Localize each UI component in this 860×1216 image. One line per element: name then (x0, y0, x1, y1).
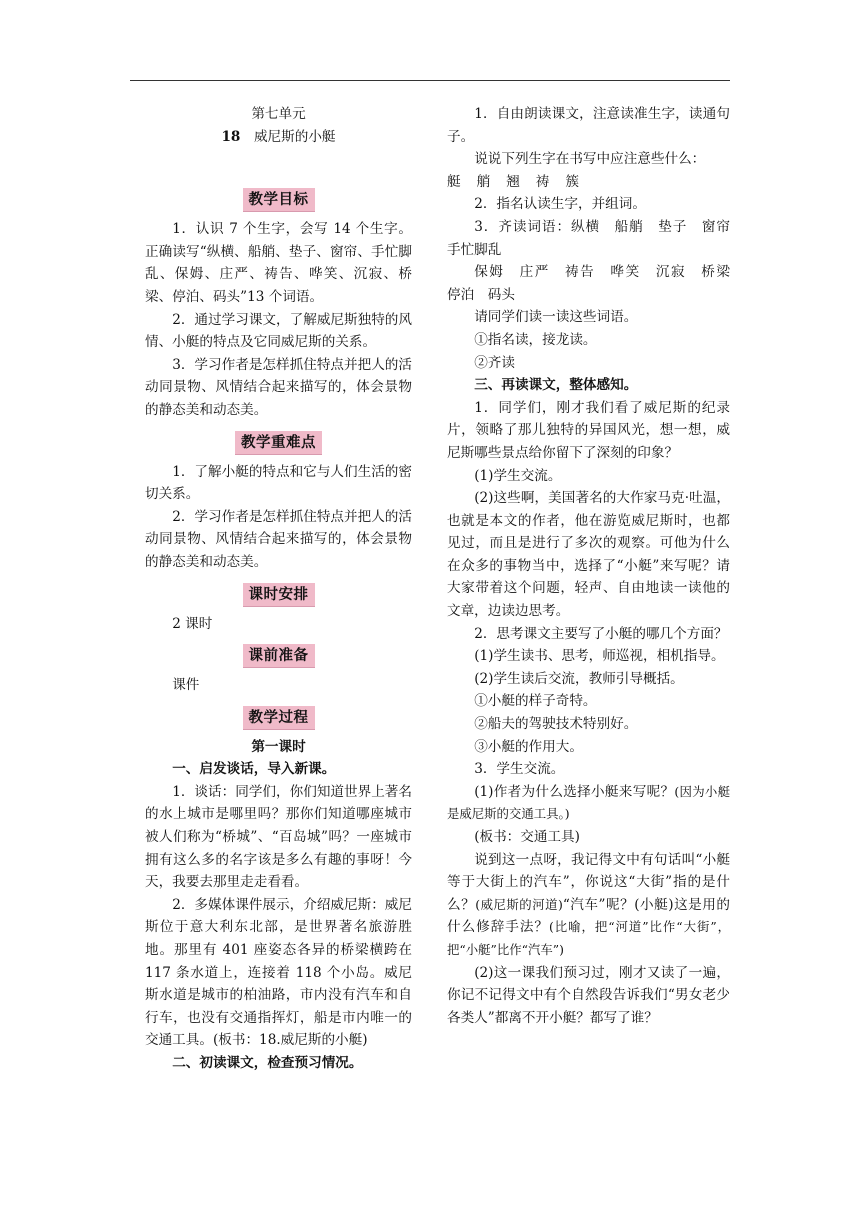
lesson1-title: 第一课时 (251, 738, 306, 755)
key-point-item: 2．学习作者是怎样抓住特点并把人的活动同景物、风情结合起来描写的，体会景物的静态美和动态美。 (145, 508, 412, 570)
goal-item: 3．学习作者是怎样抓住特点并把人的活动同景物、风情结合起来描写的，体会景物的静态美和动态美。 (145, 356, 412, 418)
paragraph: ②齐读 (474, 354, 515, 371)
goal-item: 2．通过学习课文，了解威尼斯独特的风情、小艇的特点及它同威尼斯的关系。 (145, 311, 412, 351)
section-goals-heading: 教学目标 (243, 188, 315, 212)
paragraph: 2．多媒体课件展示，介绍威尼斯：威尼斯位于意大利东北部，是世界著名旅游胜地。那里有 401 座姿态各异的桥梁横跨在 117 条水道上，连接着 118 个小岛。威尼斯水道是城市的柏油路，市内没有汽车和自行车，也没有交通指挥灯，船是市内唯一的交通工具。(板书：18.威尼斯的小艇) (145, 896, 412, 1049)
schedule-text: 2 课时 (172, 615, 213, 632)
paragraph: 2．思考课文主要写了小艇的哪几个方面？ (474, 625, 728, 642)
part3-heading: 三、再读课文，整体感知。 (474, 377, 638, 394)
paragraph: 1．同学们，刚才我们看了威尼斯的纪录片，领略了那儿独特的异国风光，想一想，威尼斯哪些景点给你留下了深刻的印象？ (447, 399, 730, 461)
paragraph (447, 781, 730, 826)
section-schedule-heading: 课时安排 (243, 583, 315, 607)
key-point-item: 1．了解小艇的特点和它与人们生活的密切关系。 (145, 463, 412, 503)
question-text: “汽车”呢？(小艇)这是用的什么修辞手法？ (447, 896, 730, 936)
paragraph: 说说下列生字在书写中应注意些什么： (474, 151, 706, 168)
paragraph: 2．指名认读生字，并组词。 (474, 196, 646, 213)
paragraph: (2)这些啊，美国著名的大作家马克·吐温，也就是本文的作者，他在游览威尼斯时，也都见过，而且是进行了多次的观察。可他为什么在众多的事物当中，选择了“小艇”来写呢？请大家带着这个问题，轻声、自由地读一读他的文章，边读边思考。 (447, 490, 730, 620)
paragraph: 请同学们读一读这些词语。 (474, 309, 638, 326)
paragraph: 1．自由朗读课文，注意读准生字，读通句子。 (447, 106, 730, 145)
answer-text: (威尼斯的河道) (475, 896, 563, 912)
character-item: 祷 (535, 173, 550, 190)
paragraph: ①小艇的样子奇特。 (474, 693, 597, 710)
character-item: 艄 (476, 173, 491, 190)
paragraph: ③小艇的作用大。 (474, 738, 583, 755)
answer-text: (比喻，把“河道”比作“大街”，把“小艇”比作“汽车”) (447, 919, 731, 957)
section-prep-heading: 课前准备 (243, 644, 315, 668)
paragraph: (1)学生读书、思考，师巡视，相机指导。 (474, 648, 725, 665)
lesson-number: 18 (221, 128, 241, 145)
paragraph: (2)这一课我们预习过，刚才又读了一遍，你记不记得文中有个自然段告诉我们“男女老少各类人”都离不开小艇？都写了谁？ (447, 964, 730, 1026)
section-process-heading: 教学过程 (243, 706, 315, 730)
part1-heading: 一、启发谈话，导入新课。 (172, 761, 336, 778)
lesson-name: 威尼斯的小艇 (253, 128, 336, 145)
question-text: (1)作者为什么选择小艇来写呢？ (474, 783, 675, 800)
section-key-points-heading: 教学重难点 (235, 431, 322, 455)
character-item: 艇 (447, 173, 461, 190)
paragraph: (板书：交通工具) (474, 829, 580, 845)
character-list (447, 171, 730, 194)
right-column (447, 103, 744, 1029)
paragraph: 1．谈话：同学们，你们知道世界上著名的水上城市是哪里吗？那你们知道哪座城市被人们称为“桥城”、“百岛城”吗？一座城市拥有这么多的名字该是多么有趣的事呀！今天，我要去那里走走看看。 (145, 783, 412, 891)
top-rule (130, 80, 730, 81)
question-text: 说到这一点呀，我记得文中有句话叫“小艇等于大街上的汽车”，你说这“大街”指的是什么？ (447, 851, 730, 913)
paragraph (447, 849, 730, 962)
paragraph: ②船夫的驾驶技术特别好。 (474, 716, 638, 733)
lesson-title (145, 126, 412, 149)
paragraph: (2)学生读后交流，教师引导概括。 (474, 670, 684, 687)
paragraph: 3．学生交流。 (474, 761, 565, 778)
character-item: 簇 (565, 173, 579, 190)
left-column (145, 103, 412, 1075)
vocab-line: 3．齐读词语：纵横 船艄 垫子 窗帘 手忙脚乱 (447, 218, 744, 258)
unit-title: 第七单元 (251, 106, 306, 122)
paragraph: (1)学生交流。 (474, 467, 562, 484)
prep-text: 课件 (172, 677, 200, 694)
character-item: 翘 (506, 173, 520, 190)
paragraph: ①指名读，接龙读。 (474, 331, 597, 348)
answer-text: (因为小艇是威尼斯的交通工具。) (447, 783, 730, 822)
vocab-line: 保姆 庄严 祷告 哗笑 沉寂 桥梁 停泊 码头 (447, 264, 744, 303)
goal-item: 1．认识 7 个生字，会写 14 个生字。正确读写“纵横、船艄、垫子、窗帘、手忙脚乱、保姆、庄严、祷告、哗笑、沉寂、桥梁、停泊、码头”13 个词语。 (145, 221, 412, 305)
part2-heading: 二、初读课文，检查预习情况。 (172, 1055, 363, 1071)
